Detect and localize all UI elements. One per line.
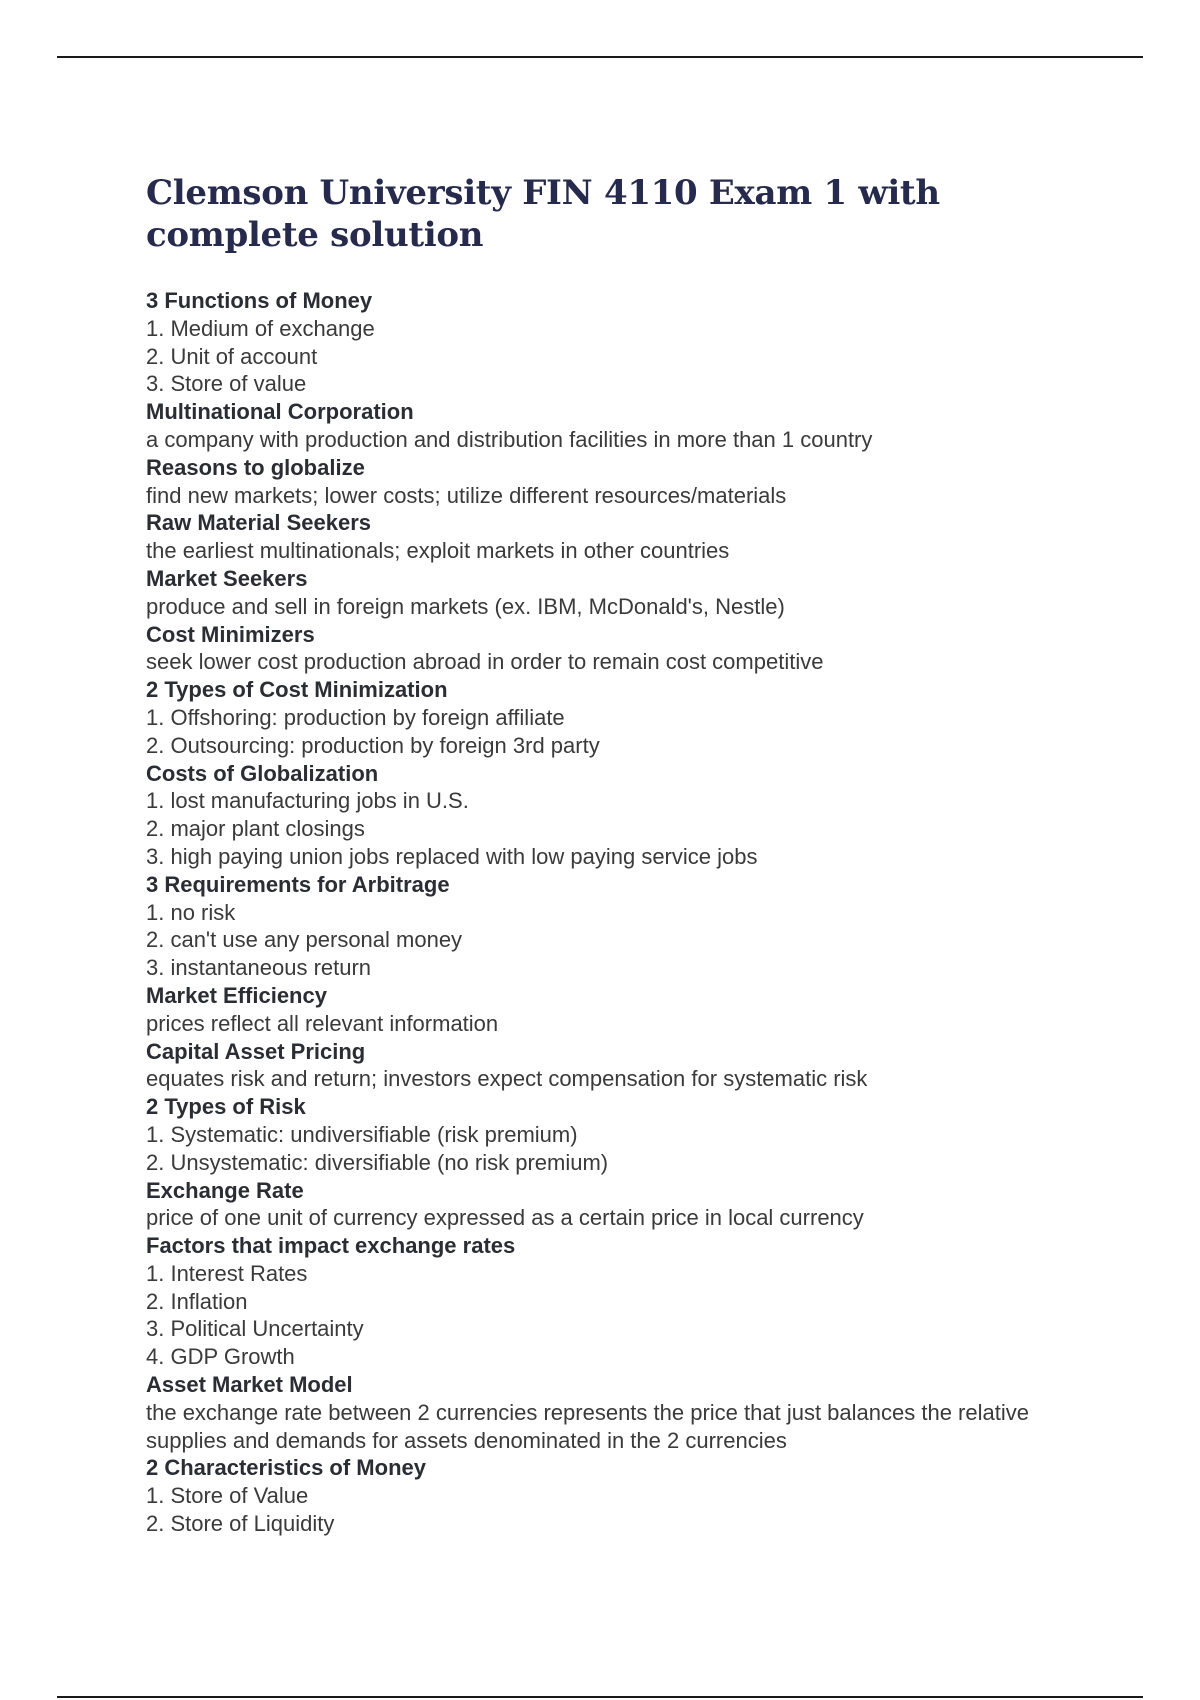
card-definition-line: price of one unit of currency expressed as a certain price in local currency (146, 1205, 864, 1231)
card-definition-line: 1. Store of Value (146, 1483, 309, 1509)
card (146, 1038, 1066, 1094)
card-term: Factors that impact exchange rates (146, 1233, 516, 1259)
card-definition-line: 2. Inflation (146, 1288, 248, 1314)
card (146, 1454, 1066, 1537)
card-definition-line: 2. Unsystematic: diversifiable (no risk premium) (146, 1149, 609, 1175)
card-term: Market Efficiency (146, 982, 327, 1008)
card-term: Asset Market Model (146, 1372, 353, 1398)
card-definition-line: 3. Store of value (146, 371, 307, 397)
card (146, 398, 1066, 454)
card-definition-line: 2. Store of Liquidity (146, 1511, 335, 1537)
card-definition-line: a company with production and distribution facilities in more than 1 country (146, 426, 873, 452)
card-definition-line: 1. no risk (146, 899, 236, 925)
card-term: Cost Minimizers (146, 621, 315, 647)
card (146, 1177, 1066, 1233)
card (146, 871, 1066, 982)
card (146, 454, 1066, 510)
card (146, 509, 1066, 565)
card-definition-line: 1. lost manufacturing jobs in U.S. (146, 788, 469, 814)
card-term: 3 Requirements for Arbitrage (146, 871, 450, 897)
card-term: Reasons to globalize (146, 454, 365, 480)
card-definition-line: the exchange rate between 2 currencies represents the price that just balances the relative supplies and demands for assets denominated in the 2 currencies (146, 1399, 1029, 1453)
card-term: Exchange Rate (146, 1177, 304, 1203)
card-term: Multinational Corporation (146, 399, 414, 425)
card-definition-line: 1. Systematic: undiversifiable (risk premium) (146, 1121, 578, 1147)
card-term: Market Seekers (146, 565, 308, 591)
card-term: Capital Asset Pricing (146, 1038, 366, 1064)
card-definition-line: seek lower cost production abroad in order to remain cost competitive (146, 649, 824, 675)
card-term: Raw Material Seekers (146, 510, 372, 536)
card-definition-line: 3. high paying union jobs replaced with low paying service jobs (146, 843, 758, 869)
card (146, 1232, 1066, 1371)
card-definition-line: 2. can't use any personal money (146, 927, 463, 953)
card-definition-line: 4. GDP Growth (146, 1344, 295, 1370)
card-definition-line: produce and sell in foreign markets (ex. IBM, McDonald's, Nestle) (146, 593, 785, 619)
card-definition-line: 3. instantaneous return (146, 955, 372, 981)
card-definition-line: the earliest multinationals; exploit markets in other countries (146, 538, 730, 564)
card-definition-line: 2. Outsourcing: production by foreign 3rd party (146, 732, 600, 758)
card (146, 1093, 1066, 1176)
card-term: 2 Characteristics of Money (146, 1455, 426, 1481)
card-definition-line: equates risk and return; investors expect compensation for systematic risk (146, 1066, 868, 1092)
card (146, 565, 1066, 621)
card (146, 1371, 1066, 1454)
card-term: 2 Types of Risk (146, 1094, 306, 1120)
card (146, 982, 1066, 1038)
card-definition-line: 1. Offshoring: production by foreign affiliate (146, 704, 565, 730)
card (146, 621, 1066, 677)
bottom-rule (57, 1696, 1143, 1698)
top-rule (57, 56, 1143, 58)
document-title: Clemson University FIN 4110 Exam 1 with complete solution (146, 173, 940, 255)
card (146, 287, 1066, 398)
card-term: 3 Functions of Money (146, 288, 373, 313)
card-definition-line: 3. Political Uncertainty (146, 1316, 364, 1342)
card-term: Costs of Globalization (146, 760, 379, 786)
card (146, 760, 1066, 871)
card-definition-line: 2. Unit of account (146, 343, 318, 369)
flashcard-list (146, 287, 1066, 1538)
card-definition-line: 1. Interest Rates (146, 1260, 308, 1286)
card-definition-line: 1. Medium of exchange (146, 315, 375, 341)
card (146, 676, 1066, 759)
card-definition-line: prices reflect all relevant information (146, 1010, 499, 1036)
card-definition-line: 2. major plant closings (146, 816, 365, 842)
card-term: 2 Types of Cost Minimization (146, 677, 448, 703)
card-definition-line: find new markets; lower costs; utilize different resources/materials (146, 482, 787, 508)
